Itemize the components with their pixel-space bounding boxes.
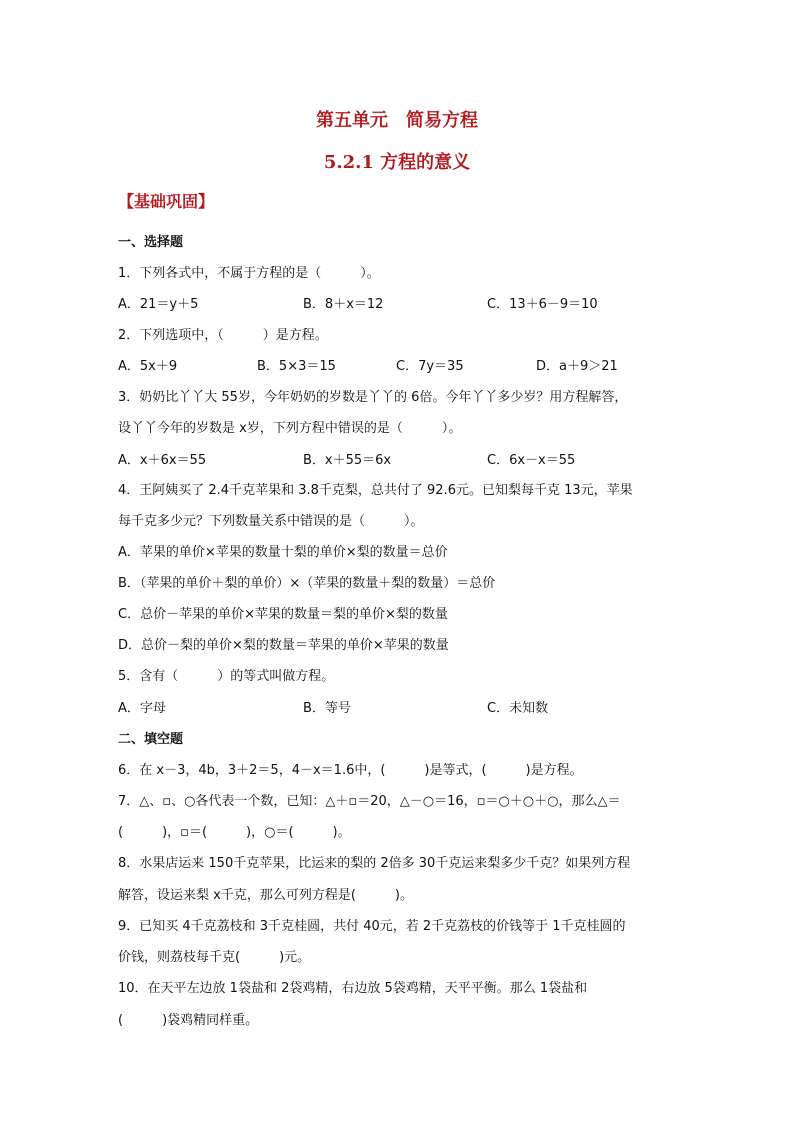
q8-line2: 解答，设运来梨 x千克，那么可列方程是( )。 bbox=[118, 888, 413, 903]
q4-option-d: D．总价－梨的单价×梨的数量＝苹果的单价×苹果的数量 bbox=[118, 638, 449, 653]
q3-option-c: C．6x－x＝55 bbox=[487, 453, 576, 468]
q4-stem-line2: 每千克多少元？下列数量关系中错误的是（ ）。 bbox=[118, 514, 424, 529]
part1-heading: 一、选择题 bbox=[118, 235, 184, 250]
q6: 6．在 x－3，4b，3＋2＝5，4－x＝1.6中，( )是等式，( )是方程。 bbox=[118, 763, 583, 778]
q2-stem-text: 2．下列选项中，（ ）是方程。 bbox=[118, 328, 328, 343]
q3-stem-line1: 3．奶奶比丫丫大 55岁，今年奶奶的岁数是丫丫的 6倍。今年丫丫多少岁？用方程解答， bbox=[118, 390, 628, 405]
lesson-title: 5.2.1 方程的意义 bbox=[323, 152, 471, 173]
part2-heading: 二、填空题 bbox=[118, 732, 184, 747]
q10-line1: 10．在天平左边放 1袋盐和 2袋鸡精，右边放 5袋鸡精，天平平衡。那么 1袋盐和 bbox=[118, 981, 588, 996]
q8-line1: 8．水果店运来 150千克苹果，比运来的梨的 2倍多 30千克运来梨多少千克？如果列方程 bbox=[118, 856, 631, 871]
q5-option-a: A．字母 bbox=[118, 701, 166, 716]
q7-line2: ( )，▫＝( )，○＝( )。 bbox=[118, 825, 351, 840]
q9-line1: 9．已知买 4千克荔枝和 3千克桂圆，共付 40元，若 2千克荔枝的价钱等于 1千克桂圆的 bbox=[118, 919, 626, 934]
q1-option-c: C．13＋6－9＝10 bbox=[487, 297, 598, 312]
unit-title: 第五单元 简易方程 bbox=[316, 110, 478, 131]
q1-option-b: B．8＋x＝12 bbox=[303, 297, 384, 312]
q5-option-c: C．未知数 bbox=[487, 701, 549, 716]
q5-stem: 5．含有（ ）的等式叫做方程。 bbox=[118, 669, 335, 684]
q2-option-b: B．5×3＝15 bbox=[257, 359, 336, 374]
section-tag: 【基础巩固】 bbox=[118, 192, 215, 211]
q3-stem-line2: 设丫丫今年的岁数是 x岁，下列方程中错误的是（ ）。 bbox=[118, 421, 462, 436]
q1-option-a: A．21＝y＋5 bbox=[118, 297, 199, 312]
q2-option-c: C．7y＝35 bbox=[396, 359, 464, 374]
q3-option-b: B．x＋55＝6x bbox=[303, 453, 392, 468]
q3-option-a: A．x＋6x＝55 bbox=[118, 453, 207, 468]
q2-option-a: A．5x＋9 bbox=[118, 359, 178, 374]
q10-line2: ( )袋鸡精同样重。 bbox=[118, 1013, 259, 1028]
q9-line2: 价钱，则荔枝每千克( )元。 bbox=[118, 950, 311, 965]
q7-line1: 7．△、▫、○各代表一个数，已知：△＋▫＝20，△－○＝16，▫＝○＋○＋○，那么△＝ bbox=[118, 794, 621, 809]
q1-stem: 1．下列各式中，不属于方程的是（ ）。 bbox=[118, 266, 380, 281]
q4-option-a: A．苹果的单价×苹果的数量十梨的单价×梨的数量＝总价 bbox=[118, 545, 448, 560]
q4-option-c: C．总价－苹果的单价×苹果的数量＝梨的单价×梨的数量 bbox=[118, 607, 448, 622]
q5-option-b: B．等号 bbox=[303, 701, 351, 716]
q4-option-b: B．（苹果的单价＋梨的单价）×（苹果的数量＋梨的数量）＝总价 bbox=[118, 576, 496, 591]
q2-option-d: D．a＋9＞21 bbox=[536, 359, 618, 374]
q4-stem-line1: 4．王阿姨买了 2.4千克苹果和 3.8千克梨，总共付了 92.6元。已知梨每千克 13元，苹果 bbox=[118, 483, 633, 498]
